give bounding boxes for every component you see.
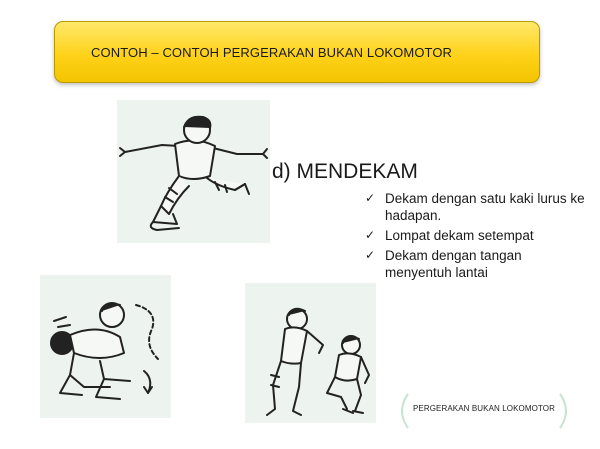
bullet-text: Lompat dekam setempat [385, 228, 534, 243]
slide-subtitle: d) MENDEKAM [272, 160, 418, 183]
bullet-text: Dekam dengan tangan menyentuh lantai [385, 248, 522, 280]
check-icon: ✓ [365, 228, 376, 242]
list-item [365, 247, 585, 281]
slide-title: CONTOH – CONTOH PERGERAKAN BUKAN LOKOMOTOR [91, 44, 453, 60]
list-item [365, 190, 585, 224]
list-item [365, 227, 585, 244]
bullet-text: Dekam dengan satu kaki lurus ke hadapan. [385, 191, 585, 223]
footer-label: PERGERAKAN BUKAN LOKOMOTOR [412, 404, 556, 413]
illustration-crouch-demo [245, 283, 376, 423]
title-banner [54, 21, 540, 83]
footer-badge [394, 390, 574, 432]
check-icon: ✓ [365, 191, 376, 205]
check-icon: ✓ [365, 248, 376, 262]
illustration-crouch-hands-floor [40, 275, 171, 418]
bullet-list [365, 190, 585, 284]
illustration-crouch-leg-extended [117, 100, 270, 243]
